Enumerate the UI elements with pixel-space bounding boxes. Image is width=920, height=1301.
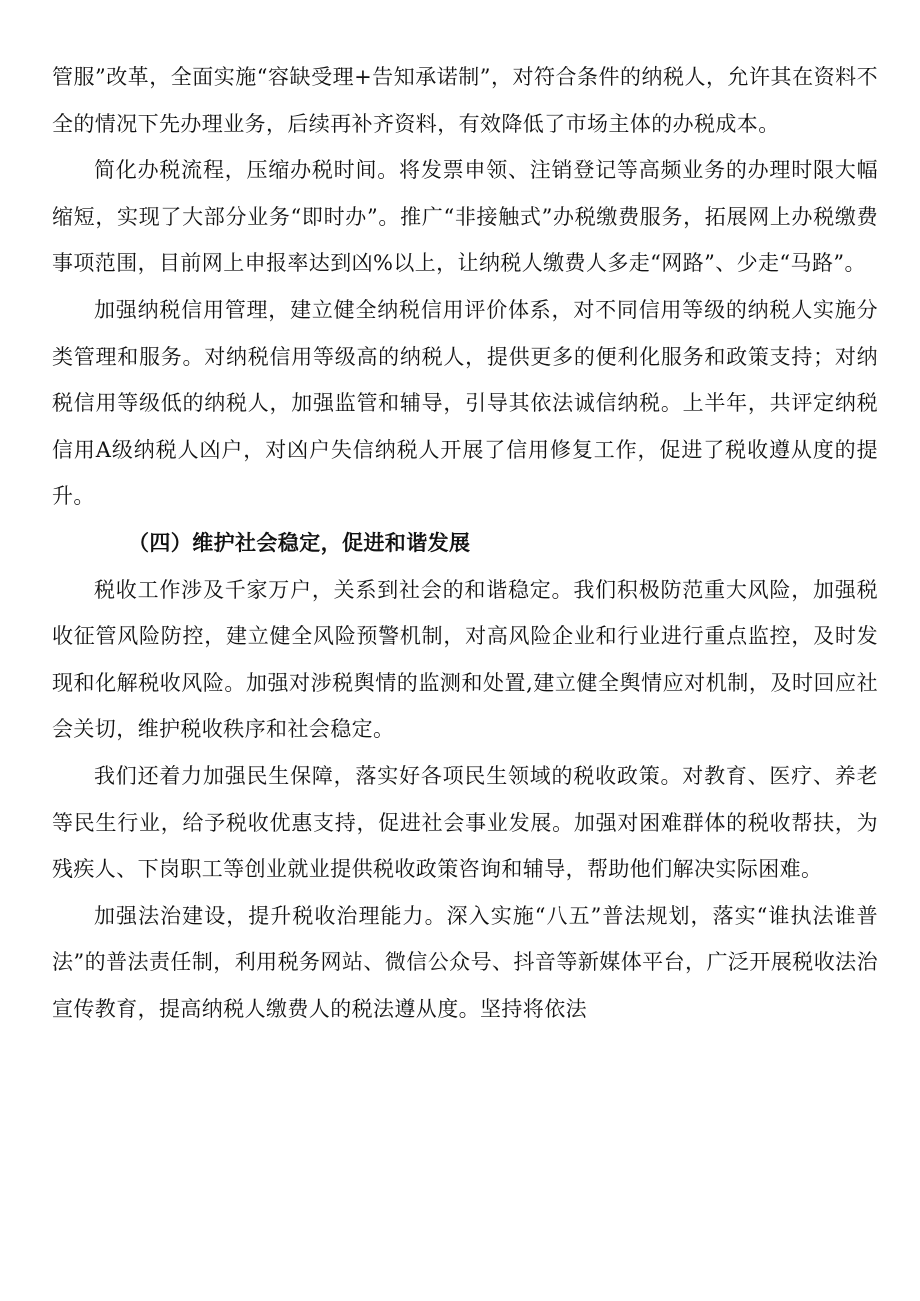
paragraph-simplify-process: 简化办税流程，压缩办税时间。将发票申领、注销登记等高频业务的办理时限大幅缩短，实现了大部分业务“即时办”。推广“非接触式”办税缴费服务，拓展网上办税缴费事项范围，目前网上申报率达到凶%以上，让纳税人缴费人多走“网路”、少走“马路”。 — [52, 158, 878, 276]
paragraph-livelihood: 我们还着力加强民生保障，落实好各项民生领域的税收政策。对教育、医疗、养老等民生行业，给予税收优惠支持，促进社会事业发展。加强对困难群体的税收帮扶，为残疾人、下岗职工等创业就业提供税收政策咨询和辅导，帮助他们解决实际困难。 — [52, 763, 878, 882]
paragraph-credit-management: 加强纳税信用管理，建立健全纳税信用评价体系，对不同信用等级的纳税人实施分类管理和服务。对纳税信用等级高的纳税人，提供更多的便利化服务和政策支持；对纳税信用等级低的纳税人，加强监管和辅导，引导其依法诚信纳税。上半年，共评定纳税信用A级纳税人凶户，对凶户失信纳税人开展了信用修复工作，促进了税收遵从度的提升。 — [52, 297, 878, 509]
paragraph-risk-prevention: 税收工作涉及千家万户，关系到社会的和谐稳定。我们积极防范重大风险，加强税收征管风险防控，建立健全风险预警机制，对高风险企业和行业进行重点监控，及时发现和化解税收风险。加强对涉税舆情的监测和处置,建立健全舆情应对机制，及时回应社会关切，维护税收秩序和社会稳定。 — [52, 577, 878, 742]
section-heading: （四）维护社会稳定，促进和谐发展 — [128, 529, 471, 555]
paragraph-rule-of-law: 加强法治建设，提升税收治理能力。深入实施“八五”普法规划，落实“谁执法谁普法”的普法责任制，利用税务网站、微信公众号、抖音等新媒体平台，广泛开展税收法治宣传教育，提高纳税人缴费人的税法遵从度。坚持将依法 — [52, 903, 878, 1021]
document-page — [52, 54, 878, 1032]
paragraph-continuation: 管服”改革，全面实施“容缺受理+告知承诺制”，对符合条件的纳税人，允许其在资料不全的情况下先办理业务，后续再补齐资料，有效降低了市场主体的办税成本。 — [52, 65, 878, 136]
